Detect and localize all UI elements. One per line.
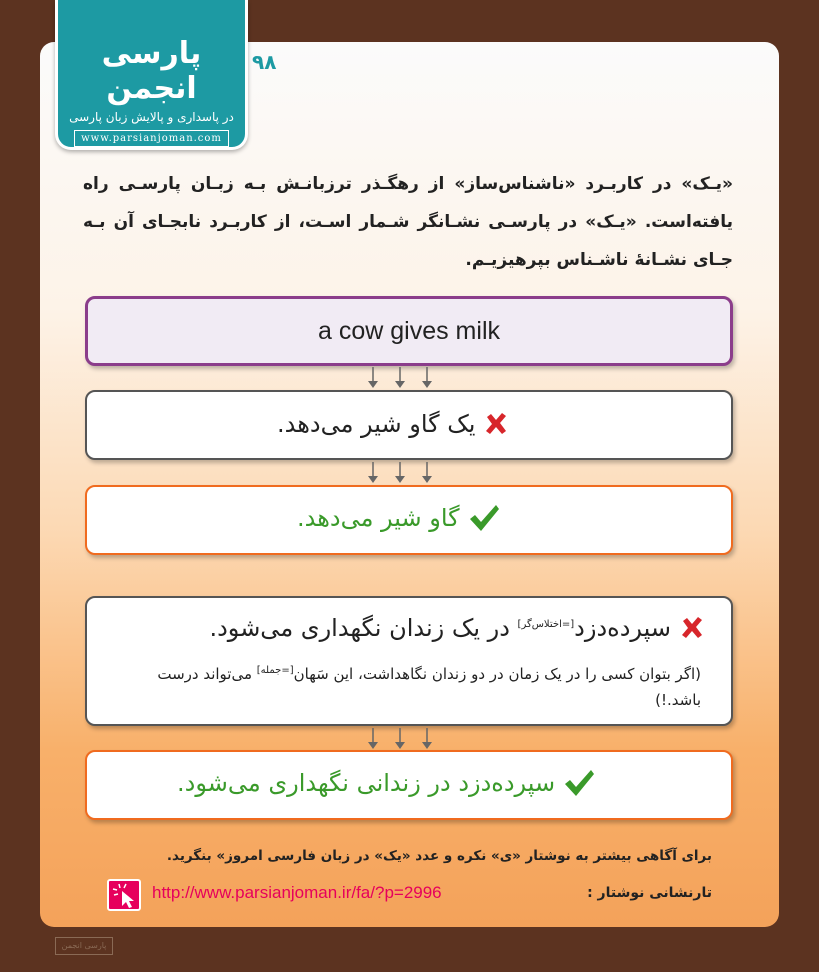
more-info-text: برای آگاهی بیشتر به نوشتار «ی» نکره و عدد «یک» در زبان فارسی امروز» بنگرید. [166, 848, 712, 864]
wrong-row-2 [209, 614, 705, 642]
red-cross-icon [679, 615, 705, 641]
cursor-click-icon[interactable] [107, 879, 141, 911]
article-link[interactable]: http://www.parsianjoman.ir/fa/?p=2996 [152, 883, 442, 902]
correct-row-2 [177, 768, 595, 798]
arrows-group [365, 728, 435, 750]
correct-example-box [85, 485, 733, 555]
logo [55, 0, 248, 150]
correct-example-box-2 [85, 750, 733, 820]
wrong-row [277, 410, 509, 438]
correct-sentence-2: سپرده‌دزد در زندانی نگهداری می‌شود. [177, 769, 556, 797]
down-arrow-icon [392, 462, 408, 484]
logo-subtitle: در پاسداری و پالایش زبان پارسی [69, 110, 234, 124]
correct-row [297, 503, 500, 533]
footnote-sup: [=جمله] [256, 665, 294, 676]
english-example-text: a cow gives milk [318, 316, 500, 345]
stamp: پارسی انجمن [55, 937, 113, 955]
down-arrow-icon [365, 462, 381, 484]
down-arrow-icon [419, 728, 435, 750]
down-arrow-icon [419, 462, 435, 484]
cursor-click-icon [109, 881, 139, 909]
wrong-example-box [85, 390, 733, 460]
down-arrow-icon [392, 728, 408, 750]
wrong-sentence-2: سپرده‌دزد[=اختلاس‌گر] در یک زندان نگهداری می‌شود. [209, 614, 671, 642]
footnote-sup: [=اختلاس‌گر] [517, 619, 575, 630]
page-number: ۹۸ [252, 50, 277, 74]
red-cross-icon [483, 411, 509, 437]
arrows-group [365, 462, 435, 484]
explanation-note: (اگر بتوان کسی را در یک زمان در دو زندان نگاهداشت، این سَهان[=جمله] می‌تواند درست باشد.!) [157, 665, 701, 709]
logo-url: www.parsianjoman.com [74, 130, 229, 147]
arrows-group [365, 367, 435, 389]
english-example-box [85, 296, 733, 366]
down-arrow-icon [419, 367, 435, 389]
down-arrow-icon [392, 367, 408, 389]
correct-sentence: گاو شیر می‌دهد. [297, 504, 460, 532]
green-check-icon [468, 503, 500, 533]
wrong-sentence: یک گاو شیر می‌دهد. [277, 410, 476, 438]
green-check-icon [563, 768, 595, 798]
link-label: تارنشانی نوشتار : [587, 885, 712, 901]
down-arrow-icon [365, 728, 381, 750]
down-arrow-icon [365, 367, 381, 389]
intro-paragraph: «یـک» در کاربـرد «ناشناس‌ساز» از رهگـذر ترزبانـش بـه زبـان پارسـی راه یافته‌است. «یـک» در پارسـی نشـانگر شـمار اسـت، از کاربـرد نابجـای آن بـه جـای نشـانهٔ ناشـناس بپرهیزیـم. [83, 174, 733, 270]
wrong-example-box-2 [85, 596, 733, 726]
logo-title: پارسی انجمن [101, 36, 202, 106]
